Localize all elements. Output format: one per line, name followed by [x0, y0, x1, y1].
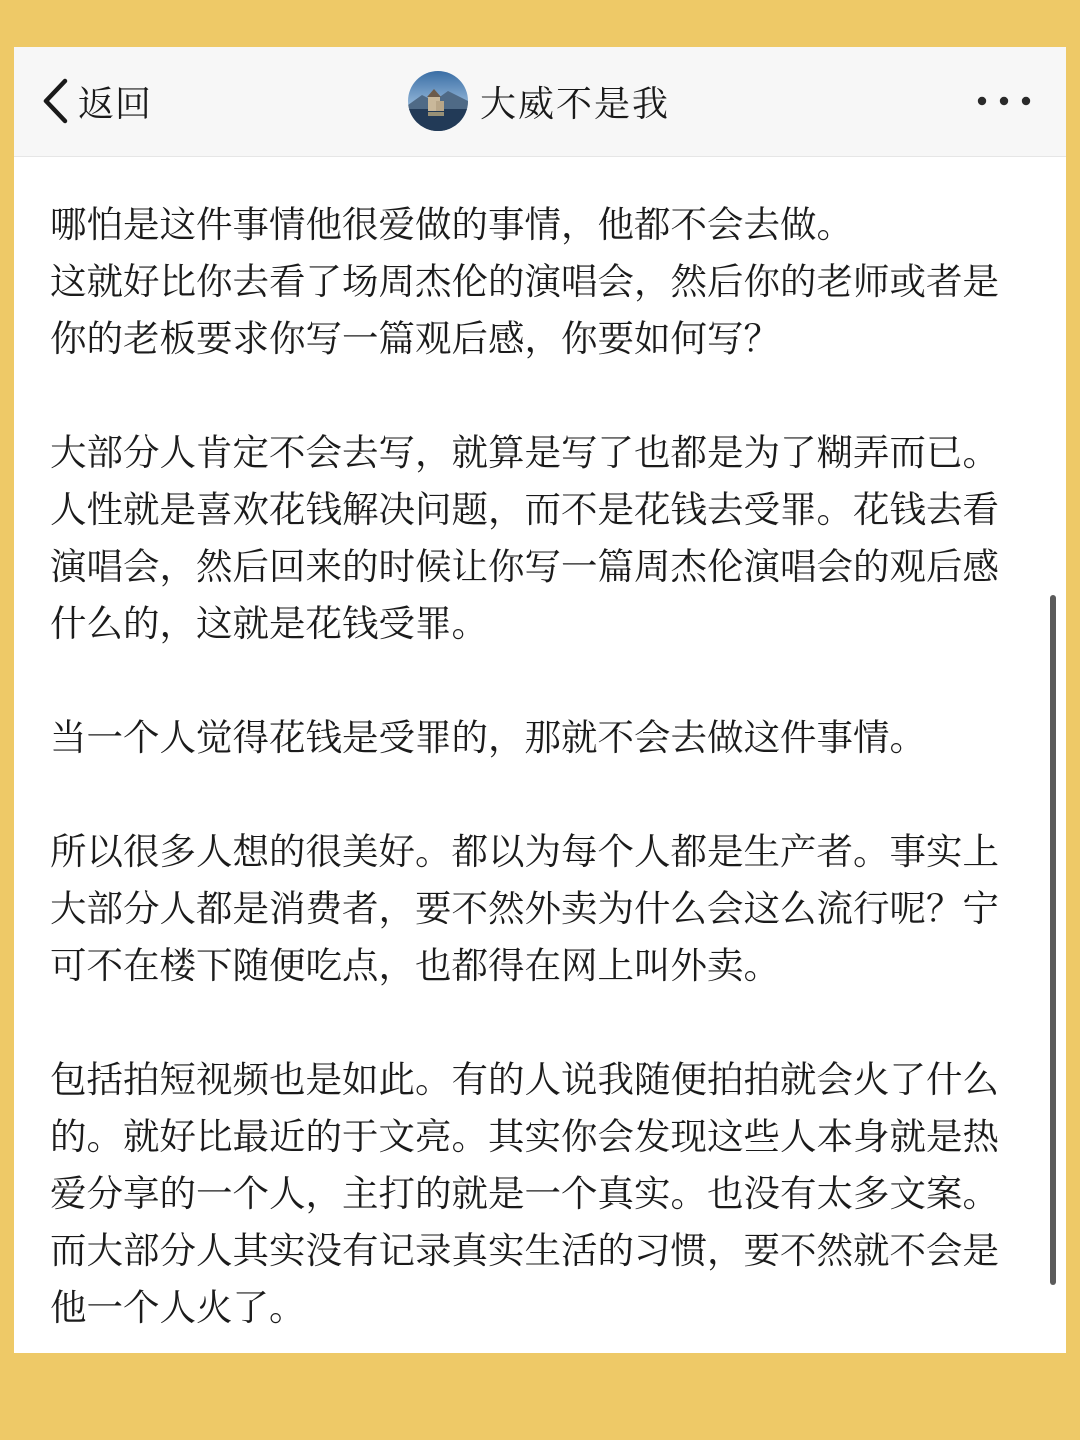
article-body — [50, 196, 1030, 1336]
scrollbar[interactable] — [1050, 595, 1056, 1285]
paragraph-5: 包括拍短视频也是如此。有的人说我随便拍拍就会火了什么的。就好比最近的于文亮。其实你会发现这些人本身就是热爱分享的一个人，主打的就是一个真实。也没有太多文案。而大部分人其实没有记录真实生活的习惯，要不然就不会是他一个人火了。 — [50, 1058, 999, 1329]
paragraph-1: 哪怕是这件事情他很爱做的事情，他都不会去做。 这就好比你去看了场周杰伦的演唱会，然后你的老师或者是你的老板要求你写一篇观后感，你要如何写？ — [50, 203, 999, 360]
more-horizontal-icon — [972, 85, 1036, 117]
author-name: 大威不是我 — [480, 83, 671, 125]
post-screen — [14, 47, 1066, 1353]
paragraph-4: 所以很多人想的很美好。都以为每个人都是生产者。事实上大部分人都是消费者，要不然外卖为什么会这么流行呢？宁可不在楼下随便吃点，也都得在网上叫外卖。 — [50, 830, 999, 987]
back-label: 返回 — [78, 83, 153, 125]
navigation-bar — [14, 47, 1066, 157]
more-button[interactable] — [972, 85, 1036, 117]
author-profile[interactable] — [408, 71, 670, 131]
back-button[interactable] — [40, 71, 152, 131]
paragraph-2: 大部分人肯定不会去写，就算是写了也都是为了糊弄而已。人性就是喜欢花钱解决问题，而不是花钱去受罪。花钱去看演唱会，然后回来的时候让你写一篇周杰伦演唱会的观后感什么的，这就是花钱受罪。 — [50, 431, 999, 645]
chevron-left-icon — [40, 77, 72, 125]
avatar[interactable] — [408, 71, 468, 131]
paragraph-3: 当一个人觉得花钱是受罪的，那就不会去做这件事情。 — [50, 716, 926, 759]
